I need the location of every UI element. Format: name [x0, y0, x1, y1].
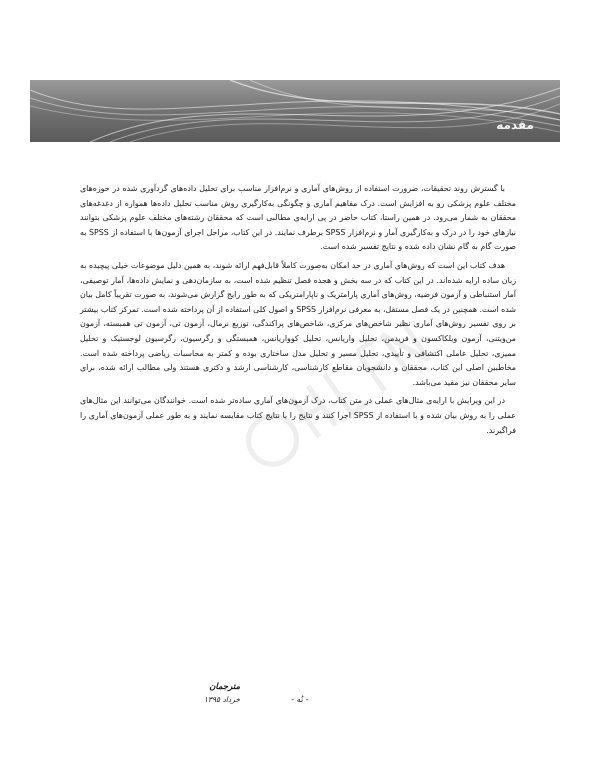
paragraph: در این ویرایش با ارایه‌ی مثال‌های عملی در متن کتاب، درک آزمون‌های آماری ساده‌تر شده است. خوانندگان می‌توانند این مثال‌های عملی را به روش بیان شده و با استفاده از SPSS اجرا کنند و نتایج را با نتایج کتاب مقایسه نمایند و به طور عملی آزمون‌های آماری را فراگیرند. — [80, 396, 517, 435]
translators-signature: مترجمان — [209, 682, 240, 692]
paragraph: با گسترش روند تحقیقات، ضرورت استفاده از روش‌های آماری و نرم‌افزار مناسب برای تحلیل داده‌های گردآوری شده در حوزه‌های مختلف علوم پزشکی رو به افزایش است. درک مفاهیم آماری و چگونگی به‌کارگیری روش مناسب تحلیل داده‌ها همواره از دغدغه‌های محققان به شمار می‌رود. در همین راستا، کتاب حاضر در پی ارایه‌ی مطالبی است که محققان رشته‌های مختلف علوم پزشکی بتوانند نیازهای خود را در درک و به‌کارگیری آمار و نرم‌افزار SPSS برطرف نمایند. در این کتاب، مراحل اجرای آزمون‌ها با استفاده از SPSS به صورت گام به گام نشان داده شده و نتایج تفسیر شده است. — [80, 184, 516, 252]
signature-date: خرداد ۱۳۹۵ — [203, 695, 240, 704]
chapter-banner — [30, 80, 560, 142]
signature-block — [180, 682, 240, 704]
paragraph: هدف کتاب این است که روش‌های آماری در حد امکان به‌صورت کاملاً قابل‌فهم ارائه شوند، به همین دلیل موضوعات خیلی پیچیده به زبان ساده ارایه شده‌اند. در این کتاب که در سه بخش و هجده فصل تنظیم شده است، به سازمان‌دهی و نمایش داده‌ها، آمار توصیفی، آمار استنباطی و آزمون فرضیه، روش‌های آماری پارامتریک و ناپارامتریکی که به طور رایج گزارش می‌شوند، به صورت تقریباً کامل بیان شده است. همچنین در یک فصل مستقل، به معرفی نرم‌افزار SPSS و اصول کلی استفاده از آن پرداخته شده است. تمرکز کتاب بیشتر بر روی تفسیر روش‌های آماری نظیر شاخص‌های مرکزی، شاخص‌های پراکندگی، توزیع نرمال، آزمون تی، آزمون تی همبسته، آزمون من‌ویتنی، آزمون ویلکاکسون و فریدمن، تحلیل واریانس، تحلیل کوواریانس، همبستگی و رگرسیون، رگرسیون لوجستیک و تحلیل ممیزی، تحلیل عاملی اکتشافی و تأییدی، تحلیل مسیر و تحلیل مدل ساختاری بوده و کمتر به محاسبات ریاضی پرداخته شده است. مخاطبین اصلی این کتاب، محققان و دانشجویان مقاطع کارشناسی، کارشناسی ارشد و دکتری هستند ولی مطالب ارائه شده، برای سایر محققان نیز مفید می‌باشد. — [80, 260, 516, 387]
page-number: - نُه - — [291, 695, 309, 704]
chapter-title: مقدمه — [496, 118, 534, 132]
banner-wave-decoration — [30, 80, 560, 142]
preface-body — [80, 182, 516, 442]
